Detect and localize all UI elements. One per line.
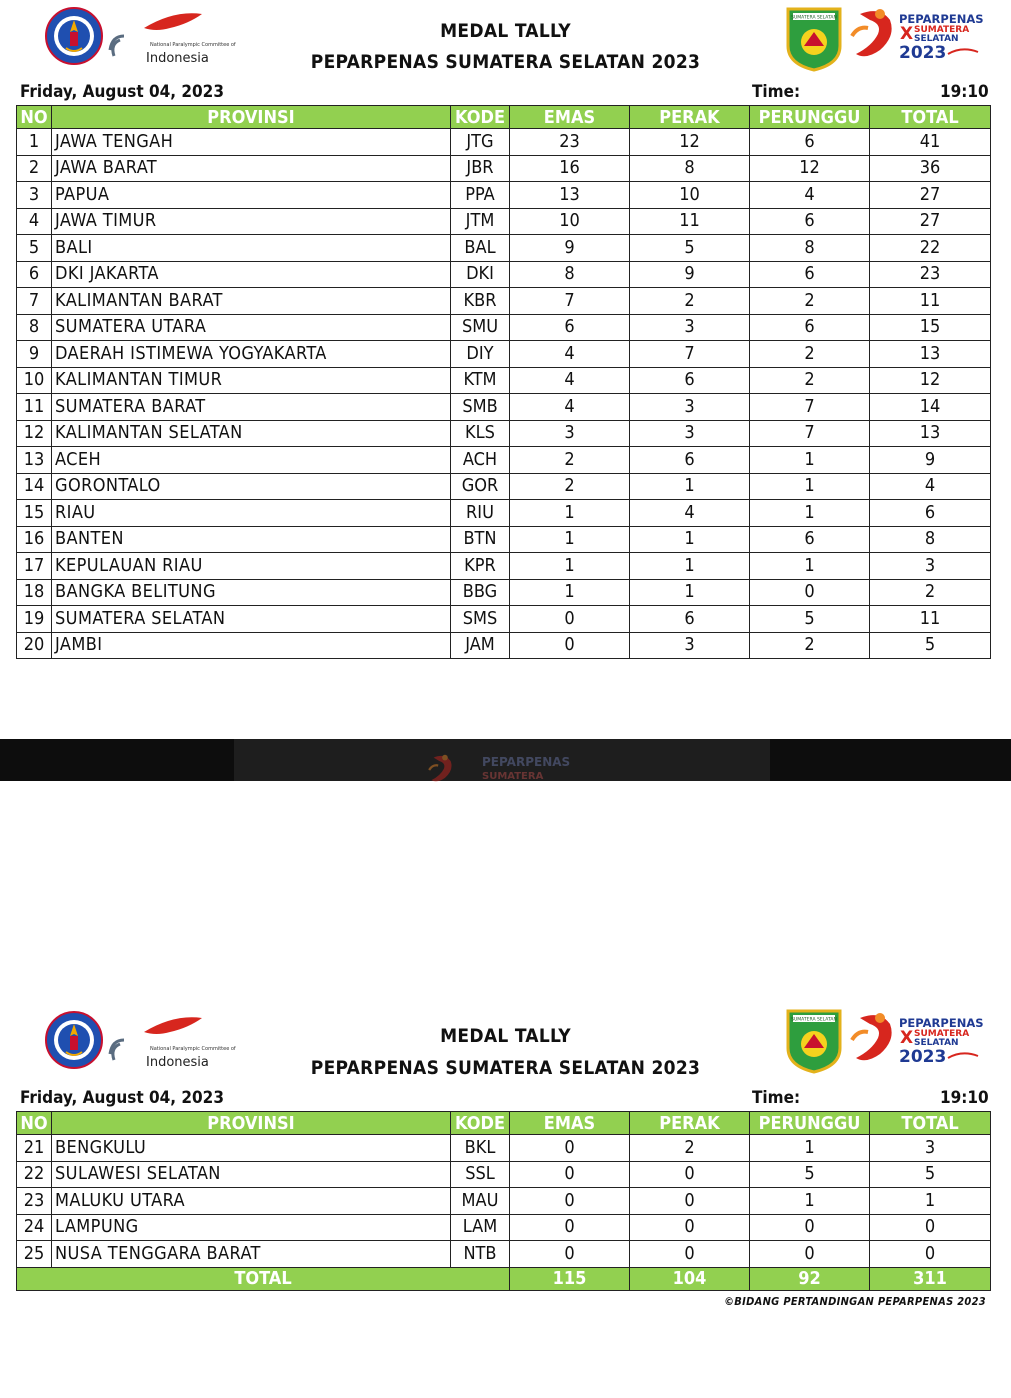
cell-perunggu: 6 <box>750 314 870 341</box>
svg-text:SELATAN: SELATAN <box>914 1038 959 1048</box>
cell-emas: 0 <box>510 1135 630 1162</box>
cell-perunggu: 0 <box>750 1214 870 1241</box>
cell-total: 27 <box>870 208 991 235</box>
cell-total: 3 <box>870 1135 991 1162</box>
svg-text:X: X <box>900 24 914 44</box>
cell-prov: BANGKA BELITUNG <box>52 579 451 606</box>
cell-total: 2 <box>870 579 991 606</box>
cell-perak: 0 <box>630 1188 750 1215</box>
cell-kode: DIY <box>451 341 510 368</box>
cell-perak: 1 <box>630 553 750 580</box>
cell-prov: JAWA BARAT <box>52 155 451 182</box>
cell-perak: 3 <box>630 632 750 659</box>
cell-emas: 0 <box>510 1241 630 1268</box>
cell-total: 0 <box>870 1241 991 1268</box>
sumsel-province-logo <box>785 6 843 72</box>
cell-prov: GORONTALO <box>52 473 451 500</box>
tally-title: MEDAL TALLY <box>440 1025 571 1047</box>
medal-tally-sheet-2 <box>0 1005 1011 1308</box>
svg-text:PEPARPENAS: PEPARPENAS <box>899 12 984 26</box>
svg-text:National Paralympic Committee: National Paralympic Committee of <box>150 42 236 48</box>
cell-total: 6 <box>870 500 991 527</box>
cell-kode: JTM <box>451 208 510 235</box>
cell-no: 12 <box>17 420 52 447</box>
total-perunggu: 92 <box>750 1267 870 1290</box>
table-row <box>17 1161 991 1188</box>
cell-prov: LAMPUNG <box>52 1214 451 1241</box>
cell-prov: KEPULAUAN RIAU <box>52 553 451 580</box>
cell-perunggu: 2 <box>750 341 870 368</box>
cell-perak: 9 <box>630 261 750 288</box>
peparpenas-logo <box>850 6 990 68</box>
col-no: NO <box>17 106 52 129</box>
cell-perunggu: 1 <box>750 553 870 580</box>
cell-no: 24 <box>17 1214 52 1241</box>
cell-prov: SUMATERA UTARA <box>52 314 451 341</box>
cell-total: 0 <box>870 1214 991 1241</box>
cell-kode: DKI <box>451 261 510 288</box>
cell-kode: JBR <box>451 155 510 182</box>
cell-perak: 5 <box>630 235 750 262</box>
cell-emas: 0 <box>510 1188 630 1215</box>
cell-kode: SMU <box>451 314 510 341</box>
cell-no: 13 <box>17 447 52 474</box>
cell-emas: 3 <box>510 420 630 447</box>
table-row <box>17 579 991 606</box>
cell-no: 8 <box>17 314 52 341</box>
svg-text:SUMATERA: SUMATERA <box>914 25 970 35</box>
cell-no: 11 <box>17 394 52 421</box>
svg-text:PEPARPENAS: PEPARPENAS <box>899 1016 984 1030</box>
cell-no: 20 <box>17 632 52 659</box>
svg-text:X: X <box>900 1028 914 1048</box>
cell-emas: 13 <box>510 182 630 209</box>
cell-perak: 2 <box>630 1135 750 1162</box>
cell-emas: 7 <box>510 288 630 315</box>
table-row <box>17 420 991 447</box>
col-emas: EMAS <box>510 1112 630 1135</box>
cell-prov: BANTEN <box>52 526 451 553</box>
col-kode: KODE <box>451 106 510 129</box>
svg-text:SELATAN: SELATAN <box>914 34 959 44</box>
cell-no: 10 <box>17 367 52 394</box>
cell-emas: 4 <box>510 394 630 421</box>
cell-total: 22 <box>870 235 991 262</box>
report-date: Friday, August 04, 2023 <box>20 82 224 102</box>
cell-emas: 2 <box>510 473 630 500</box>
cell-no: 21 <box>17 1135 52 1162</box>
cell-no: 25 <box>17 1241 52 1268</box>
cell-no: 7 <box>17 288 52 315</box>
table-header-row <box>17 106 991 129</box>
svg-text:SUMATERA: SUMATERA <box>914 1029 970 1039</box>
time-label: Time: <box>752 1088 801 1108</box>
cell-emas: 6 <box>510 314 630 341</box>
peparpenas-logo <box>850 1010 990 1072</box>
cell-no: 5 <box>17 235 52 262</box>
col-total: TOTAL <box>870 106 991 129</box>
cell-kode: JAM <box>451 632 510 659</box>
cell-no: 9 <box>17 341 52 368</box>
cell-no: 6 <box>17 261 52 288</box>
cell-perak: 0 <box>630 1241 750 1268</box>
cell-perak: 12 <box>630 129 750 156</box>
cell-total: 23 <box>870 261 991 288</box>
cell-kode: ACH <box>451 447 510 474</box>
cell-emas: 10 <box>510 208 630 235</box>
svg-text:SUMATERA: SUMATERA <box>482 771 544 782</box>
time-value: 19:10 <box>940 82 989 102</box>
cell-kode: JTG <box>451 129 510 156</box>
cell-perunggu: 5 <box>750 1161 870 1188</box>
table-row <box>17 606 991 633</box>
cell-emas: 1 <box>510 526 630 553</box>
cell-total: 9 <box>870 447 991 474</box>
cell-prov: RIAU <box>52 500 451 527</box>
cell-kode: MAU <box>451 1188 510 1215</box>
medal-table-1 <box>16 105 991 659</box>
svg-text:SUMATERA SELATAN: SUMATERA SELATAN <box>791 1017 837 1023</box>
table-row <box>17 288 991 315</box>
cell-emas: 23 <box>510 129 630 156</box>
cell-prov: KALIMANTAN BARAT <box>52 288 451 315</box>
cell-prov: SULAWESI SELATAN <box>52 1161 451 1188</box>
cell-total: 27 <box>870 182 991 209</box>
cell-no: 23 <box>17 1188 52 1215</box>
cell-emas: 9 <box>510 235 630 262</box>
cell-total: 12 <box>870 367 991 394</box>
total-label: TOTAL <box>17 1267 510 1290</box>
cell-perunggu: 6 <box>750 208 870 235</box>
cell-no: 17 <box>17 553 52 580</box>
cell-perunggu: 4 <box>750 182 870 209</box>
cell-perak: 1 <box>630 579 750 606</box>
table-row <box>17 261 991 288</box>
cell-perak: 3 <box>630 394 750 421</box>
cell-total: 15 <box>870 314 991 341</box>
cell-total: 5 <box>870 1161 991 1188</box>
cell-total: 5 <box>870 632 991 659</box>
table-row <box>17 447 991 474</box>
svg-text:SUMATERA SELATAN: SUMATERA SELATAN <box>791 15 837 21</box>
cell-perak: 2 <box>630 288 750 315</box>
svg-text:2023: 2023 <box>899 1047 947 1067</box>
cell-emas: 8 <box>510 261 630 288</box>
cell-total: 14 <box>870 394 991 421</box>
sumsel-province-logo <box>785 1008 843 1074</box>
cell-total: 13 <box>870 341 991 368</box>
cell-kode: SMS <box>451 606 510 633</box>
col-total: TOTAL <box>870 1112 991 1135</box>
cell-prov: BENGKULU <box>52 1135 451 1162</box>
col-kode: KODE <box>451 1112 510 1135</box>
table-row <box>17 314 991 341</box>
cell-perunggu: 12 <box>750 155 870 182</box>
cell-kode: BBG <box>451 579 510 606</box>
cell-prov: KALIMANTAN SELATAN <box>52 420 451 447</box>
cell-perak: 11 <box>630 208 750 235</box>
cell-perunggu: 2 <box>750 367 870 394</box>
total-emas: 115 <box>510 1267 630 1290</box>
table-row <box>17 473 991 500</box>
cell-perak: 7 <box>630 341 750 368</box>
col-perak: PERAK <box>630 1112 750 1135</box>
cell-perak: 0 <box>630 1214 750 1241</box>
total-total: 311 <box>870 1267 991 1290</box>
table-row <box>17 208 991 235</box>
screenshot-divider-strip <box>0 739 1011 781</box>
cell-total: 1 <box>870 1188 991 1215</box>
cell-perak: 10 <box>630 182 750 209</box>
col-perunggu: PERUNGGU <box>750 1112 870 1135</box>
cell-total: 8 <box>870 526 991 553</box>
table-row <box>17 632 991 659</box>
cell-prov: DAERAH ISTIMEWA YOGYAKARTA <box>52 341 451 368</box>
cell-prov: BALI <box>52 235 451 262</box>
time-label: Time: <box>752 82 801 102</box>
cell-kode: PPA <box>451 182 510 209</box>
cell-kode: GOR <box>451 473 510 500</box>
cell-perak: 1 <box>630 526 750 553</box>
cell-perunggu: 0 <box>750 1241 870 1268</box>
cell-kode: SSL <box>451 1161 510 1188</box>
cell-perunggu: 1 <box>750 447 870 474</box>
table-row <box>17 553 991 580</box>
cell-no: 22 <box>17 1161 52 1188</box>
cell-emas: 4 <box>510 341 630 368</box>
cell-perunggu: 5 <box>750 606 870 633</box>
svg-text:National Paralympic Committee: National Paralympic Committee of <box>150 1046 236 1052</box>
cell-emas: 0 <box>510 632 630 659</box>
cell-prov: PAPUA <box>52 182 451 209</box>
cell-perunggu: 1 <box>750 473 870 500</box>
col-perunggu: PERUNGGU <box>750 106 870 129</box>
cell-prov: JAMBI <box>52 632 451 659</box>
cell-perak: 3 <box>630 420 750 447</box>
cell-perak: 0 <box>630 1161 750 1188</box>
col-provinsi: PROVINSI <box>52 106 451 129</box>
cell-perak: 1 <box>630 473 750 500</box>
svg-text:PEPARPENAS: PEPARPENAS <box>482 755 571 769</box>
cell-prov: NUSA TENGGARA BARAT <box>52 1241 451 1268</box>
cell-total: 11 <box>870 606 991 633</box>
cell-prov: JAWA TENGAH <box>52 129 451 156</box>
medal-table-2 <box>16 1111 991 1291</box>
cell-kode: BKL <box>451 1135 510 1162</box>
cell-no: 3 <box>17 182 52 209</box>
table-row <box>17 1135 991 1162</box>
cell-no: 19 <box>17 606 52 633</box>
table-row <box>17 155 991 182</box>
cell-emas: 4 <box>510 367 630 394</box>
cell-perunggu: 1 <box>750 1188 870 1215</box>
cell-prov: KALIMANTAN TIMUR <box>52 367 451 394</box>
cell-prov: SUMATERA BARAT <box>52 394 451 421</box>
tally-title: MEDAL TALLY <box>440 20 571 42</box>
time-value: 19:10 <box>940 1088 989 1108</box>
cell-perunggu: 6 <box>750 526 870 553</box>
cell-perak: 8 <box>630 155 750 182</box>
cell-perak: 6 <box>630 367 750 394</box>
total-perak: 104 <box>630 1267 750 1290</box>
table-row <box>17 1188 991 1215</box>
col-provinsi: PROVINSI <box>52 1112 451 1135</box>
tally-subtitle: PEPARPENAS SUMATERA SELATAN 2023 <box>310 51 701 73</box>
table-row <box>17 1241 991 1268</box>
cell-prov: ACEH <box>52 447 451 474</box>
table-row <box>17 526 991 553</box>
total-row <box>17 1267 991 1290</box>
cell-no: 16 <box>17 526 52 553</box>
footer-credit: ©BIDANG PERTANDINGAN PEPARPENAS 2023 <box>724 1295 986 1308</box>
cell-no: 14 <box>17 473 52 500</box>
table-row <box>17 1214 991 1241</box>
cell-perunggu: 1 <box>750 1135 870 1162</box>
cell-perak: 6 <box>630 606 750 633</box>
cell-kode: KBR <box>451 288 510 315</box>
col-perak: PERAK <box>630 106 750 129</box>
cell-total: 11 <box>870 288 991 315</box>
cell-perunggu: 6 <box>750 129 870 156</box>
cell-emas: 0 <box>510 1161 630 1188</box>
report-date: Friday, August 04, 2023 <box>20 1088 224 1108</box>
cell-kode: RIU <box>451 500 510 527</box>
table-row <box>17 182 991 209</box>
table-row <box>17 129 991 156</box>
cell-prov: JAWA TIMUR <box>52 208 451 235</box>
cell-prov: MALUKU UTARA <box>52 1188 451 1215</box>
svg-text:2023: 2023 <box>899 43 947 63</box>
cell-kode: KTM <box>451 367 510 394</box>
cell-emas: 1 <box>510 500 630 527</box>
cell-perunggu: 7 <box>750 394 870 421</box>
table-row <box>17 367 991 394</box>
cell-kode: KPR <box>451 553 510 580</box>
cell-perunggu: 8 <box>750 235 870 262</box>
cell-prov: SUMATERA SELATAN <box>52 606 451 633</box>
cell-kode: SMB <box>451 394 510 421</box>
cell-perak: 4 <box>630 500 750 527</box>
cell-total: 41 <box>870 129 991 156</box>
cell-emas: 16 <box>510 155 630 182</box>
table-row <box>17 235 991 262</box>
cell-no: 1 <box>17 129 52 156</box>
cell-perunggu: 2 <box>750 632 870 659</box>
peparpenas-faint-logo <box>428 753 588 781</box>
cell-perunggu: 6 <box>750 261 870 288</box>
cell-kode: KLS <box>451 420 510 447</box>
cell-emas: 1 <box>510 553 630 580</box>
tally-subtitle: PEPARPENAS SUMATERA SELATAN 2023 <box>310 1057 701 1079</box>
cell-no: 15 <box>17 500 52 527</box>
cell-kode: NTB <box>451 1241 510 1268</box>
table-header-row <box>17 1112 991 1135</box>
cell-perunggu: 7 <box>750 420 870 447</box>
cell-total: 36 <box>870 155 991 182</box>
cell-no: 4 <box>17 208 52 235</box>
svg-text:Indonesia: Indonesia <box>146 1055 209 1070</box>
cell-perunggu: 1 <box>750 500 870 527</box>
cell-perunggu: 0 <box>750 579 870 606</box>
cell-prov: DKI JAKARTA <box>52 261 451 288</box>
cell-kode: BTN <box>451 526 510 553</box>
cell-kode: BAL <box>451 235 510 262</box>
cell-total: 4 <box>870 473 991 500</box>
cell-emas: 0 <box>510 1214 630 1241</box>
table-row <box>17 500 991 527</box>
svg-text:Indonesia: Indonesia <box>146 51 209 66</box>
cell-total: 3 <box>870 553 991 580</box>
cell-emas: 0 <box>510 606 630 633</box>
table-row <box>17 341 991 368</box>
cell-emas: 1 <box>510 579 630 606</box>
cell-perunggu: 2 <box>750 288 870 315</box>
cell-perak: 3 <box>630 314 750 341</box>
cell-no: 2 <box>17 155 52 182</box>
cell-kode: LAM <box>451 1214 510 1241</box>
cell-perak: 6 <box>630 447 750 474</box>
cell-no: 18 <box>17 579 52 606</box>
col-emas: EMAS <box>510 106 630 129</box>
table-row <box>17 394 991 421</box>
cell-total: 13 <box>870 420 991 447</box>
col-no: NO <box>17 1112 52 1135</box>
cell-emas: 2 <box>510 447 630 474</box>
